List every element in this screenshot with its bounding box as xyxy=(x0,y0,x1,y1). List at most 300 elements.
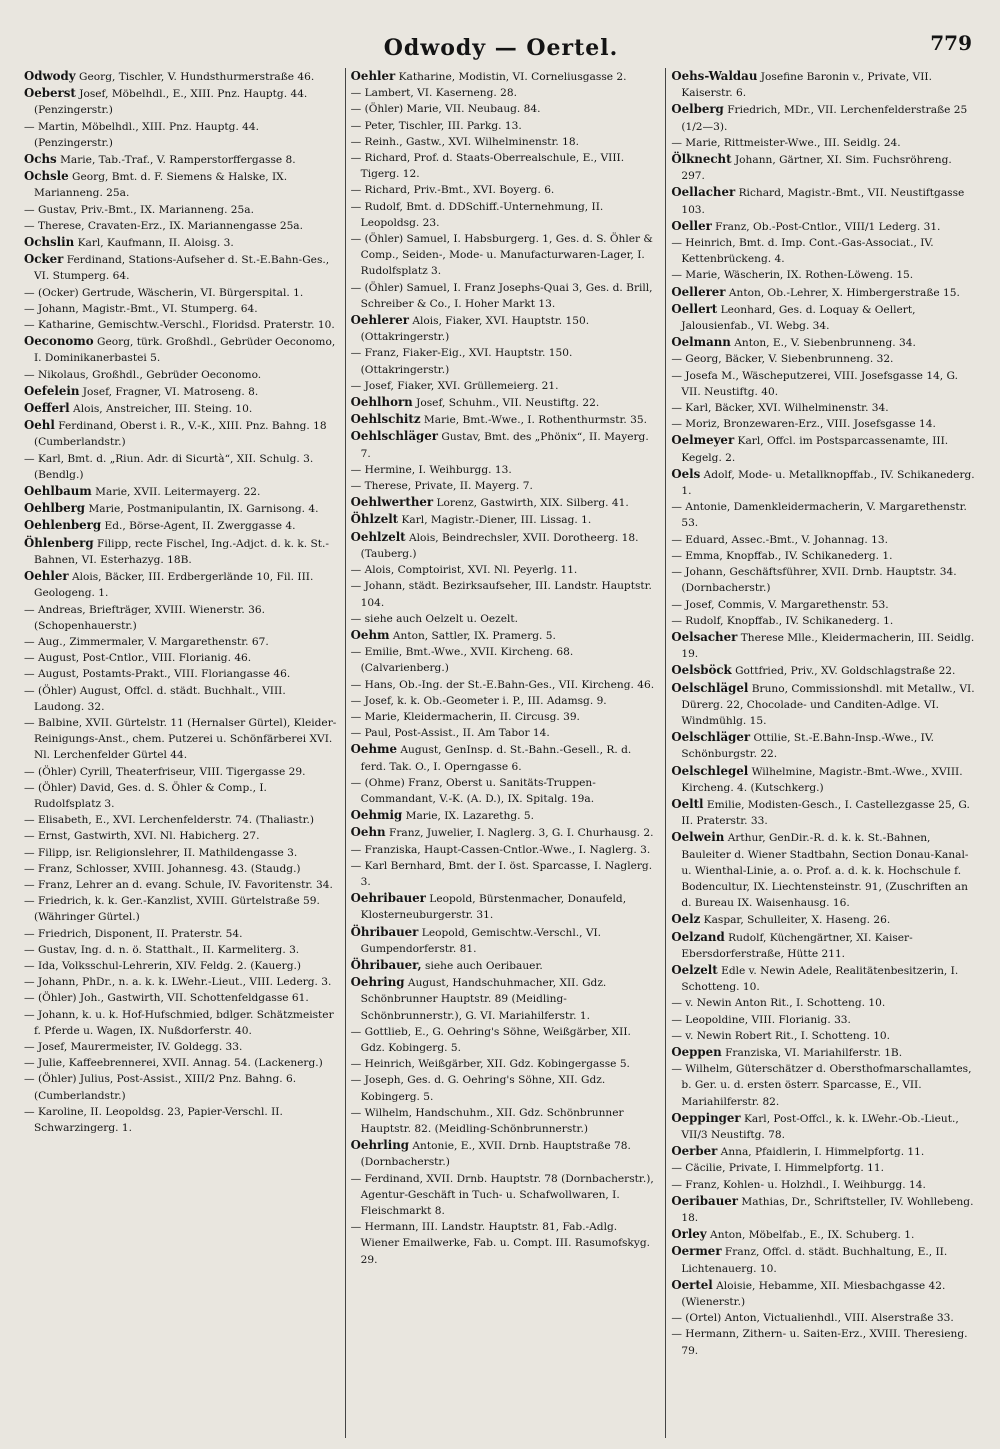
entry-details: — Georg, Bäcker, V. Siebenbrunneng. 32. xyxy=(671,353,894,366)
entry-surname: Oellerer xyxy=(671,284,726,299)
directory-entry xyxy=(24,301,337,317)
entry-details: Leopold, Bürstenmacher, Donaufeld, Klosterneuburgerstr. 31. xyxy=(360,893,627,922)
entry-details: Alois, Anstreicher, III. Steing. 10. xyxy=(73,403,253,416)
entry-details: August, Handschuhmacher, XII. Gdz. Schönbrunner Hauptstr. 89 (Meidling-Schönbrunnerstr.), G. VI. Mariahilferstr. 1. xyxy=(360,977,607,1022)
directory-entry xyxy=(671,1193,978,1226)
entry-details: Arthur, GenDir.-R. d. k. k. St.-Bahnen, Bauleiter d. Wiener Stadtbahn, Section Donau-Kanal- u. Wienthal-Linie, a. o. Prof. a. d. k. k. Hochschule f. Bodencultur, IX. Liechtensteinstr. 91, (Zuschriften an d. Bureau IX. Waisenhausg. 16. xyxy=(681,832,969,910)
entry-details: — Johann, k. u. k. Hof-Hufschmied, bdlger. Schätzmeister f. Pferde u. Wagen, IX. Nußdorferstr. 40. xyxy=(24,1008,334,1037)
entry-details: — Balbine, XVII. Gürtelstr. 11 (Hernalser Gürtel), Kleider-Reinigungs-Anst., chem. Putzerei u. Schönfärberei XVI. Nl. Lerchenfelder Gürtel 44. xyxy=(24,716,337,762)
entry-details: — Marie, Wäscherin, IX. Rothen-Löweng. 15. xyxy=(671,269,914,282)
entry-details: Filipp, recte Fischel, Ing.-Adjct. d. k. k. St.-Bahnen, VI. Esterhazyg. 18B. xyxy=(34,537,329,566)
directory-entry xyxy=(351,199,658,231)
entry-details: Lorenz, Gastwirth, XIX. Silberg. 41. xyxy=(436,497,629,510)
entry-surname: Oelz xyxy=(671,912,701,927)
entry-details: — v. Newin Robert Rit., I. Schotteng. 10. xyxy=(671,1029,891,1042)
entry-surname: Oelschlägel xyxy=(671,680,749,695)
column-right xyxy=(665,68,978,1438)
entry-details: — Therese, Private, II. Mayerg. 7. xyxy=(350,480,533,493)
entry-details: Edle v. Newin Adele, Realitätenbesitzerin, I. Schotteng. 10. xyxy=(681,964,959,994)
entry-details: Wilhelmine, Magistr.-Bmt.-Wwe., XVIII. Kircheng. 4. (Kutschkerg.) xyxy=(681,765,963,794)
entry-details: Mathias, Dr., Schriftsteller, IV. Wohllebeng. 18. xyxy=(681,1195,974,1225)
entry-details: — (Öhler) August, Offcl. d. städt. Buchhalt., VIII. Laudong. 32. xyxy=(24,684,286,713)
directory-entry xyxy=(24,666,337,682)
entry-details: — Hermann, Zithern- u. Saiten-Erz., XVIII. Theresieng. 79. xyxy=(671,1328,968,1357)
directory-entry xyxy=(24,383,337,400)
entry-details: — Johann, Magistr.-Bmt., VI. Stumperg. 64. xyxy=(24,302,258,315)
entry-details: Karl, Magistr.-Diener, III. Lissag. 1. xyxy=(401,514,592,527)
directory-entry xyxy=(24,1039,337,1055)
directory-entry xyxy=(24,942,337,958)
entry-details: — (Öhler) Samuel, I. Franz Josephs-Quai 3, Ges. d. Brill, Schreiber & Co., I. Hoher Markt 13. xyxy=(350,281,653,310)
entry-surname: Oermer xyxy=(671,1244,722,1259)
directory-entry xyxy=(671,1277,978,1310)
directory-entry xyxy=(671,796,978,829)
directory-entry xyxy=(351,494,658,511)
entry-surname: Oehm xyxy=(350,627,390,642)
entry-details: Anton, E., V. Siebenbrunneng. 34. xyxy=(734,337,916,350)
entry-details: — Wilhelm, Güterschätzer d. Obersthofmarschallamtes, b. Ger. u. d. ersten österr. Sparcasse, E., VII. Mariahilferstr. 82. xyxy=(671,1063,972,1108)
entry-details: — Ernst, Gastwirth, XVI. Nl. Habicherg. 27. xyxy=(24,830,260,843)
entry-details: Franz, Offcl. d. städt. Buchhaltung, E., II. Lichtenauerg. 10. xyxy=(681,1246,948,1275)
entry-surname: Oerber xyxy=(671,1144,718,1159)
entry-details: Marie, XVII. Leitermayerg. 22. xyxy=(95,486,261,499)
directory-entry xyxy=(24,202,337,218)
entry-details: Franz, Juwelier, I. Naglerg. 3, G. I. Churhausg. 2. xyxy=(388,827,654,840)
entry-details: — Franz, Kohlen- u. Holzhdl., I. Weihburgg. 14. xyxy=(671,1178,926,1191)
entry-details: — Josef, Commis, V. Margarethenstr. 53. xyxy=(671,598,889,611)
directory-entry xyxy=(671,1044,978,1061)
entry-surname: Oelschläger xyxy=(671,730,751,745)
entry-details: Alois, Beindrechsler, XVII. Dorotheerg. 18. (Tauberg.) xyxy=(360,531,639,560)
directory-entry xyxy=(351,974,658,1024)
entry-details: August, GenInsp. d. St.-Bahn.-Gesell., R. d. ferd. Tak. O., I. Operngasse 6. xyxy=(360,744,632,773)
column-left xyxy=(24,68,337,1438)
entry-details: — Lambert, VI. Kaserneng. 28. xyxy=(350,87,517,100)
entry-details: — Marie, Rittmeister-Wwe., III. Seidlg. 24. xyxy=(671,136,901,149)
entry-details: — Paul, Post-Assist., II. Am Tabor 14. xyxy=(350,727,550,740)
entry-details: — Peter, Tischler, III. Parkg. 13. xyxy=(350,119,522,132)
directory-entry xyxy=(671,400,978,416)
entry-surname: Oelzand xyxy=(671,929,725,944)
directory-entry xyxy=(671,929,978,962)
entry-details: — Hermine, I. Weihburgg. 13. xyxy=(350,463,512,476)
entry-surname: Oehler xyxy=(24,569,69,584)
entry-details: — (Ortel) Anton, Victualienhdl., VIII. Alserstraße 33. xyxy=(671,1312,954,1325)
entry-details: Alois, Fiaker, XVI. Hauptstr. 150. (Ottakringerstr.) xyxy=(360,315,590,344)
directory-entry xyxy=(24,990,337,1006)
entry-details: Franziska, VI. Mariahilferstr. 1B. xyxy=(725,1046,903,1059)
entry-details: Anton, Möbelfab., E., IX. Schuberg. 1. xyxy=(710,1229,915,1242)
directory-entry xyxy=(671,284,978,301)
entry-details: — Johann, Geschäftsführer, XVII. Drnb. Hauptstr. 34. (Dornbacherstr.) xyxy=(671,566,957,595)
entry-details: Johann, Gärtner, XI. Sim. Fuchsröhreng. 297. xyxy=(681,154,952,183)
entry-surname: Oelwein xyxy=(671,830,725,845)
directory-entry xyxy=(24,234,337,251)
directory-entry xyxy=(351,411,658,428)
entry-details: — Ida, Volksschul-Lehrerin, XIV. Feldg. 2. (Kauerg.) xyxy=(24,959,301,972)
entry-details: — Cäcilie, Private, I. Himmelpfortg. 11. xyxy=(671,1162,885,1175)
directory-entry xyxy=(671,613,978,629)
directory-entry xyxy=(24,483,337,500)
entry-details: Rudolf, Küchengärtner, XI. Kaiser-Ebersdorferstraße, Hütte 211. xyxy=(681,931,913,960)
entry-details: — (Öhler) Marie, VII. Neubaug. 84. xyxy=(350,103,541,116)
entry-details: Franz, Ob.-Post-Cntlor., VIII/1 Lederg. 31. xyxy=(715,220,941,233)
directory-columns xyxy=(24,68,978,1438)
entry-surname: Oefferl xyxy=(24,401,70,416)
directory-entry xyxy=(351,231,658,280)
directory-entry xyxy=(24,568,337,601)
directory-entry xyxy=(671,1110,978,1143)
directory-entry xyxy=(671,235,978,267)
entry-details: — (Öhler) Joh., Gastwirth, VII. Schottenfeldgasse 61. xyxy=(24,992,309,1005)
directory-entry xyxy=(351,394,658,411)
entry-details: Karl, Post-Offcl., k. k. LWehr.-Ob.-Lieut., VII/3 Neustiftg. 78. xyxy=(681,1112,959,1141)
directory-entry xyxy=(671,68,978,101)
entry-details: — Heinrich, Bmt. d. Imp. Cont.-Gas-Associat., IV. Kettenbrückeng. 4. xyxy=(671,237,934,266)
entry-details: — Gustav, Ing. d. n. ö. Statthalt., II. Karmeliterg. 3. xyxy=(24,943,300,956)
entry-details: — Gottlieb, E., G. Oehring's Söhne, Weißgärber, XII. Gdz. Kobingerg. 5. xyxy=(350,1025,631,1054)
directory-entry xyxy=(24,151,337,168)
entry-details: — v. Newin Anton Rit., I. Schotteng. 10. xyxy=(671,997,886,1010)
entry-surname: Oehme xyxy=(350,742,398,757)
entry-details: — Karl, Bäcker, XVI. Wilhelminenstr. 34. xyxy=(671,402,889,415)
directory-entry xyxy=(24,845,337,861)
entry-details: — Wilhelm, Handschuhm., XII. Gdz. Schönbrunner Hauptstr. 82. (Meidling-Schönbrunnerstr.) xyxy=(350,1106,624,1135)
entry-details: Karl, Kaufmann, II. Aloisg. 3. xyxy=(77,237,234,250)
entry-details: Anton, Ob.-Lehrer, X. Himbergerstraße 15. xyxy=(728,286,960,299)
directory-entry xyxy=(671,680,978,730)
entry-details: — Franziska, Haupt-Cassen-Cntlor.-Wwe., I. Naglerg. 3. xyxy=(350,843,651,856)
directory-entry xyxy=(351,1024,658,1056)
entry-details: Therese Mlle., Kleidermacherin, III. Seidlg. 19. xyxy=(681,631,975,661)
directory-entry xyxy=(671,1243,978,1276)
directory-entry xyxy=(24,715,337,764)
directory-entry xyxy=(351,529,658,562)
directory-entry xyxy=(24,893,337,925)
entry-surname: Orley xyxy=(671,1227,707,1242)
directory-entry xyxy=(351,1072,658,1104)
directory-entry xyxy=(671,351,978,367)
directory-entry xyxy=(671,629,978,662)
entry-details: — Leopoldine, VIII. Florianig. 33. xyxy=(671,1013,851,1026)
entry-details: — Franz, Lehrer an d. evang. Schule, IV. Favoritenstr. 34. xyxy=(24,878,333,891)
entry-surname: Öhribauer, xyxy=(350,957,422,972)
entry-details: Richard, Magistr.-Bmt., VII. Neustiftgasse 103. xyxy=(681,187,965,216)
entry-details: — Friedrich, k. k. Ger.-Kanzlist, XVIII. Gürtelstraße 59. (Währinger Gürtel.) xyxy=(24,895,320,924)
entry-details: — August, Post-Cntlor., VIII. Florianig. 46. xyxy=(24,652,252,665)
directory-entry xyxy=(24,683,337,715)
entry-surname: Oehler xyxy=(350,69,396,83)
directory-entry xyxy=(671,218,978,235)
directory-entry xyxy=(671,432,978,465)
directory-entry xyxy=(671,1177,978,1193)
page-header xyxy=(24,28,978,68)
entry-details: Anna, Pfaidlerin, I. Himmelpfortg. 11. xyxy=(720,1146,925,1159)
entry-surname: Oelsböck xyxy=(671,663,732,678)
entry-details: — Karl, Bmt. d. „Riun. Adr. di Sicurtà“, XII. Schulg. 3. (Bendlg.) xyxy=(24,452,314,481)
entry-surname: Oelmann xyxy=(671,335,731,350)
entry-details: Adolf, Mode- u. Metallknopffab., IV. Schikanederg. 1. xyxy=(681,468,975,498)
entry-details: — Friedrich, Disponent, II. Praterstr. 54. xyxy=(24,927,243,940)
entry-details: — (Ocker) Gertrude, Wäscherin, VI. Bürgerspital. 1. xyxy=(24,286,304,299)
directory-entry xyxy=(351,644,658,676)
directory-entry xyxy=(351,118,658,134)
entry-details: Marie, Tab.-Traf., V. Ramperstorffergasse 8. xyxy=(60,154,296,167)
directory-entry xyxy=(351,462,658,478)
entry-surname: Odwody xyxy=(24,69,76,83)
directory-entry xyxy=(671,1326,978,1358)
entry-details: Ed., Börse-Agent, II. Zwerggasse 4. xyxy=(104,520,296,533)
entry-details: Gottfried, Priv., XV. Goldschlagstraße 22. xyxy=(735,665,956,678)
directory-entry xyxy=(351,101,658,117)
directory-entry xyxy=(671,564,978,596)
entry-details: — Richard, Priv.-Bmt., XVI. Boyerg. 6. xyxy=(350,184,555,197)
directory-entry xyxy=(671,1226,978,1243)
entry-details: — Gustav, Priv.-Bmt., IX. Mariannеng. 25a. xyxy=(24,203,254,216)
directory-entry xyxy=(351,134,658,150)
directory-entry xyxy=(24,85,337,118)
directory-entry xyxy=(671,729,978,762)
entry-surname: Ochslin xyxy=(24,235,75,250)
entry-surname: Oelmeyer xyxy=(671,433,735,448)
entry-details: Josef, Schuhm., VII. Neustiftg. 22. xyxy=(416,397,600,410)
directory-entry xyxy=(351,824,658,841)
directory-entry xyxy=(24,500,337,517)
entry-details: — Elisabeth, E., XVI. Lerchenfelderstr. 74. (Thaliastr.) xyxy=(24,814,315,827)
entry-details: — Karoline, II. Leopoldsg. 23, Papier-Verschl. II. Schwarzingerg. 1. xyxy=(24,1105,283,1134)
entry-details: — August, Postamts-Prakt., VIII. Floriangasse 46. xyxy=(24,668,291,681)
entry-surname: Oelzelt xyxy=(671,962,718,977)
directory-entry xyxy=(24,958,337,974)
directory-entry xyxy=(351,924,658,957)
entry-surname: Oehl xyxy=(24,418,55,433)
directory-entry xyxy=(671,466,978,499)
entry-surname: Oellacher xyxy=(671,185,736,200)
directory-entry xyxy=(24,68,337,85)
directory-entry xyxy=(351,182,658,198)
entry-details: Georg, Tischler, V. Hundsthurmerstraße 46. xyxy=(79,71,315,83)
entry-details: Ferdinand, Stations-Aufseher d. St.-E.Bahn-Ges., VI. Stumperg. 64. xyxy=(34,254,330,283)
entry-surname: Oehribauer xyxy=(350,891,426,906)
directory-entry xyxy=(671,548,978,564)
entry-details: Josefine Baronin v., Private, VII. Kaiserstr. 6. xyxy=(681,71,932,100)
entry-surname: Oeberst xyxy=(24,86,76,101)
directory-entry xyxy=(351,693,658,709)
directory-entry xyxy=(24,828,337,844)
entry-details: Leonhard, Ges. d. Loquay & Oellert, Jalousienfab., VI. Webg. 34. xyxy=(681,303,916,333)
entry-details: — Richard, Prof. d. Staats-Oberrealschule, E., VIII. Tigerg. 12. xyxy=(350,152,625,181)
directory-entry xyxy=(24,168,337,201)
entry-details: — Rudolf, Knopffab., IV. Schikanederg. 1. xyxy=(671,614,894,627)
directory-entry xyxy=(351,677,658,693)
entry-details: — (Öhler) Cyrill, Theaterfriseur, VIII. Tigergasse 29. xyxy=(24,765,306,778)
entry-details: siehe auch Oeribauer. xyxy=(425,959,543,972)
directory-entry xyxy=(351,280,658,312)
entry-surname: Öhlzelt xyxy=(350,512,399,527)
entry-details: — siehe auch Oelzelt u. Oezelt. xyxy=(350,612,519,625)
entry-surname: Oeconomo xyxy=(24,334,94,349)
directory-entry xyxy=(671,267,978,283)
entry-details: Antonie, E., XVII. Drnb. Hauptstraße 78. (Dornbacherstr.) xyxy=(360,1140,631,1169)
directory-entry xyxy=(24,517,337,534)
entry-surname: Oehlenberg xyxy=(24,518,102,533)
entry-details: — Martin, Möbelhdl., XIII. Pnz. Hauptg. 44. (Penzingerstr.) xyxy=(24,120,260,149)
directory-entry xyxy=(351,890,658,923)
directory-entry xyxy=(351,378,658,394)
directory-entry xyxy=(351,1171,658,1220)
directory-entry xyxy=(671,184,978,217)
entry-details: Aloisie, Hebamme, XII. Miesbachgasse 42. (Wienerstr.) xyxy=(681,1279,946,1309)
entry-surname: Oeller xyxy=(671,218,712,233)
entry-details: — Karl Bernhard, Bmt. der I. öst. Sparcasse, I. Naglerg. 3. xyxy=(350,859,653,888)
entry-details: — Filipp, isr. Religionslehrer, II. Mathildengasse 3. xyxy=(24,846,298,859)
directory-entry xyxy=(351,957,658,974)
directory-entry xyxy=(351,68,658,85)
entry-details: Josef, Fragner, VI. Matrosеng. 8. xyxy=(82,385,259,398)
directory-entry xyxy=(351,1105,658,1137)
entry-details: Anton, Sattler, IX. Pramerg. 5. xyxy=(392,629,556,642)
directory-entry xyxy=(24,812,337,828)
directory-entry xyxy=(671,829,978,911)
entry-details: — Nikolaus, Großhdl., Gebrüder Oeconomo. xyxy=(24,368,262,381)
entry-details: Friedrich, MDr., VII. Lerchenfelderstraße 25 (1/2—3). xyxy=(681,104,968,133)
directory-entry xyxy=(351,150,658,182)
directory-entry xyxy=(24,285,337,301)
entry-details: — Rudolf, Bmt. d. DDSchiff.-Unternehmung, II. Leopoldsg. 23. xyxy=(350,200,604,229)
directory-entry xyxy=(671,135,978,151)
directory-entry xyxy=(351,578,658,610)
entry-details: — Emma, Knopffab., IV. Schikanederg. 1. xyxy=(671,549,893,562)
directory-entry xyxy=(351,85,658,101)
entry-details: — Franz, Schlosser, XVIII. Johannesg. 43. (Staudg.) xyxy=(24,862,301,875)
directory-entry xyxy=(671,532,978,548)
entry-surname: Öhribauer xyxy=(350,924,419,939)
directory-entry xyxy=(24,251,337,284)
directory-entry xyxy=(351,611,658,627)
entry-surname: Oels xyxy=(671,466,701,481)
directory-entry xyxy=(351,345,658,377)
directory-entry xyxy=(351,807,658,824)
directory-entry xyxy=(24,1007,337,1039)
entry-details: — Ferdinand, XVII. Drnb. Hauptstr. 78 (Dornbacherstr.), Agentur-Geschäft in Tuch- u. Schafwollwaren, I. Fleischmarkt 8. xyxy=(350,1172,654,1218)
directory-entry xyxy=(351,312,658,345)
entry-details: — Reinh., Gastw., XVI. Wilhelminenstr. 18. xyxy=(350,135,579,148)
directory-entry xyxy=(671,962,978,995)
directory-entry xyxy=(671,1061,978,1110)
directory-entry xyxy=(671,662,978,679)
entry-surname: Oeribauer xyxy=(671,1193,738,1208)
entry-surname: Oeppen xyxy=(671,1044,722,1059)
directory-entry xyxy=(671,1028,978,1044)
directory-entry xyxy=(351,1056,658,1072)
directory-entry xyxy=(24,861,337,877)
directory-entry xyxy=(351,1137,658,1170)
directory-entry xyxy=(671,101,978,134)
directory-entry xyxy=(671,416,978,432)
entry-surname: Oehs-Waldau xyxy=(671,69,758,83)
entry-details: — Antonie, Damenkleidermacherin, V. Margarethenstr. 53. xyxy=(671,501,967,530)
entry-surname: Oehlberg xyxy=(24,501,86,516)
entry-surname: Oelschlegel xyxy=(671,763,749,778)
entry-details: — (Öhler) Samuel, I. Habsburgerg. 1, Ges. d. S. Öhler & Comp., Seiden-, Mode- u. Manufacturwaren-Lager, I. Rudolfsplatz 3. xyxy=(350,233,653,278)
entry-surname: Ochsle xyxy=(24,169,69,184)
entry-details: — Hermann, III. Landstr. Hauptstr. 81, Fab.-Adlg. Wiener Emailwerke, Fab. u. Compt. III. Rasumofskyg. 29. xyxy=(350,1221,650,1266)
entry-surname: Oehmig xyxy=(350,808,403,823)
directory-entry xyxy=(24,119,337,151)
entry-details: — Hans, Ob.-Ing. der St.-E.Bahn-Ges., VII. Kircheng. 46. xyxy=(350,678,655,691)
entry-surname: Oehlwerther xyxy=(350,495,434,510)
entry-details: — (Öhler) David, Ges. d. S. Öhler & Comp., I. Rudolfsplatz 3. xyxy=(24,781,267,810)
directory-entry xyxy=(351,627,658,644)
entry-surname: Ochs xyxy=(24,152,57,167)
directory-entry xyxy=(671,597,978,613)
directory-entry xyxy=(351,511,658,528)
entry-details: — Joseph, Ges. d. G. Oehring's Söhne, XII. Gdz. Kobingerg. 5. xyxy=(350,1074,606,1103)
directory-entry xyxy=(351,842,658,858)
entry-details: — Josef, k. k. Ob.-Geometer i. P., III. Adamsg. 9. xyxy=(350,694,607,707)
entry-details: — Marie, Kleidermacherin, II. Circusg. 39. xyxy=(350,710,580,723)
directory-entry xyxy=(24,974,337,990)
directory-entry xyxy=(351,562,658,578)
entry-surname: Oehlerer xyxy=(350,313,409,328)
entry-surname: Oelsacher xyxy=(671,629,738,644)
entry-surname: Oertel xyxy=(671,1277,713,1292)
entry-details: — Alois, Comptoirist, XVI. Nl. Peyerlg. 11. xyxy=(350,564,578,577)
entry-surname: Oehlbaum xyxy=(24,484,92,499)
column-middle xyxy=(345,68,658,1438)
directory-entry xyxy=(671,995,978,1011)
entry-surname: Oehlzelt xyxy=(350,529,406,544)
directory-entry xyxy=(671,1160,978,1176)
directory-entry xyxy=(24,451,337,483)
directory-entry xyxy=(24,535,337,568)
entry-details: Marie, IX. Lazarethg. 5. xyxy=(405,810,534,823)
entry-details: Ferdinand, Oberst i. R., V.-K., XIII. Pnz. Bahng. 18 (Cumberlandstr.) xyxy=(34,420,327,449)
entry-surname: Oeppinger xyxy=(671,1110,741,1125)
directory-entry xyxy=(671,301,978,334)
directory-entry xyxy=(24,780,337,812)
entry-surname: Oeltl xyxy=(671,796,704,811)
directory-entry xyxy=(671,368,978,400)
entry-surname: Oefelein xyxy=(24,383,80,398)
directory-entry xyxy=(24,634,337,650)
directory-entry xyxy=(671,1310,978,1326)
entry-surname: Oehn xyxy=(350,825,386,840)
entry-surname: Oehlschläger xyxy=(350,429,438,444)
entry-details: Bruno, Commissionshdl. mit Metallw., VI. Dürerg. 22, Chocolade- und Canditen-Adlge. VI. Windmühlg. 15. xyxy=(681,682,975,727)
entry-details: — Josef, Maurermeister, IV. Goldegg. 33. xyxy=(24,1040,243,1053)
directory-entry xyxy=(24,926,337,942)
entry-surname: Oehlschitz xyxy=(350,412,421,427)
directory-entry xyxy=(671,151,978,184)
directory-entry xyxy=(24,1104,337,1136)
directory-entry xyxy=(351,709,658,725)
entry-surname: Ocker xyxy=(24,252,64,267)
entry-surname: Öhlenberg xyxy=(24,535,94,550)
entry-surname: Oellert xyxy=(671,301,718,316)
entry-details: Georg, türk. Großhdl., Gebrüder Oeconomo, I. Dominikanerbastei 5. xyxy=(34,336,336,365)
entry-details: — Eduard, Assec.-Bmt., V. Johannag. 13. xyxy=(671,533,889,546)
directory-entry xyxy=(24,317,337,333)
directory-entry xyxy=(671,334,978,351)
entry-details: — Josef, Fiaker, XVI. Grüllemeierg. 21. xyxy=(350,379,559,392)
directory-entry xyxy=(351,1219,658,1268)
directory-entry xyxy=(24,1071,337,1103)
entry-details: Karl, Offcl. im Postsparcassenamte, III. Kegelg. 2. xyxy=(681,435,949,464)
directory-entry xyxy=(24,218,337,234)
entry-details: — Julie, Kaffeebrennerei, XVII. Annag. 54. (Lackenerg.) xyxy=(24,1057,323,1070)
entry-details: — Josefa M., Wäscheputzerei, VIII. Josefsgasse 14, G. VII. Neustiftg. 40. xyxy=(671,369,958,398)
